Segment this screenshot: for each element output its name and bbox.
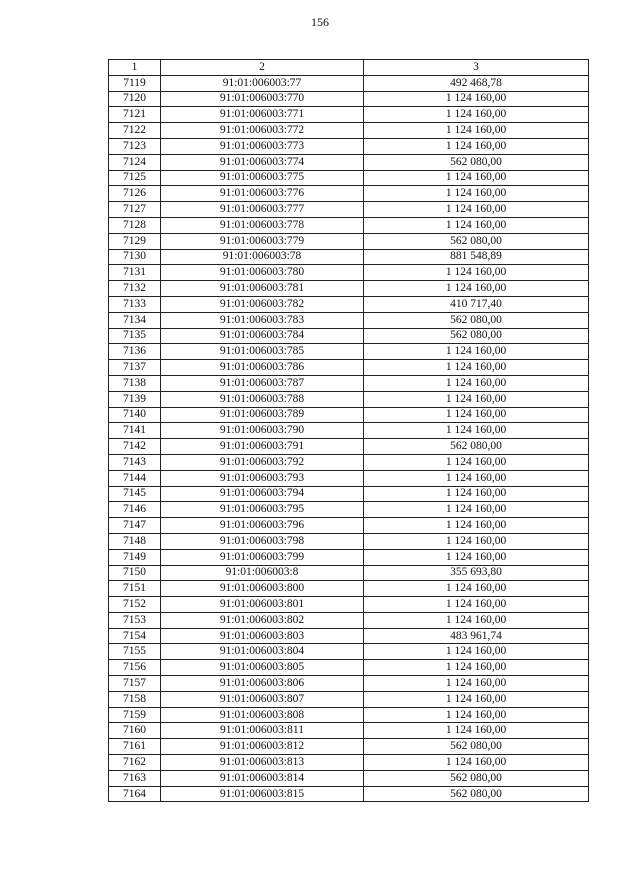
cadastral-number-cell: 91:01:006003:773 xyxy=(161,138,364,154)
row-number-cell: 7157 xyxy=(109,676,161,692)
table-row xyxy=(109,597,589,613)
cadastral-number-cell: 91:01:006003:777 xyxy=(161,202,364,218)
table-row xyxy=(109,439,589,455)
row-number-cell: 7163 xyxy=(109,770,161,786)
cadastral-value-cell: 1 124 160,00 xyxy=(364,123,589,139)
row-number-cell: 7135 xyxy=(109,328,161,344)
row-number-cell: 7148 xyxy=(109,533,161,549)
row-number-cell: 7127 xyxy=(109,202,161,218)
row-number-cell: 7152 xyxy=(109,597,161,613)
cadastral-value-cell: 1 124 160,00 xyxy=(364,470,589,486)
row-number-cell: 7122 xyxy=(109,123,161,139)
table-row xyxy=(109,281,589,297)
column-header-value: 3 xyxy=(364,60,589,76)
table-row xyxy=(109,502,589,518)
cadastral-value-cell: 1 124 160,00 xyxy=(364,486,589,502)
table-row xyxy=(109,470,589,486)
row-number-cell: 7130 xyxy=(109,249,161,265)
cadastral-value-cell: 881 548,89 xyxy=(364,249,589,265)
cadastral-value-cell: 1 124 160,00 xyxy=(364,407,589,423)
cadastral-value-cell: 1 124 160,00 xyxy=(364,91,589,107)
table-row xyxy=(109,296,589,312)
row-number-cell: 7140 xyxy=(109,407,161,423)
cadastral-value-cell: 1 124 160,00 xyxy=(364,755,589,771)
cadastral-value-cell: 1 124 160,00 xyxy=(364,265,589,281)
table-row xyxy=(109,107,589,123)
row-number-cell: 7137 xyxy=(109,360,161,376)
cadastral-number-cell: 91:01:006003:804 xyxy=(161,644,364,660)
cadastral-number-cell: 91:01:006003:779 xyxy=(161,233,364,249)
table-body xyxy=(109,75,589,802)
cadastral-number-cell: 91:01:006003:796 xyxy=(161,518,364,534)
table-row xyxy=(109,612,589,628)
cadastral-number-cell: 91:01:006003:813 xyxy=(161,755,364,771)
row-number-cell: 7154 xyxy=(109,628,161,644)
cadastral-value-cell: 1 124 160,00 xyxy=(364,723,589,739)
cadastral-number-cell: 91:01:006003:772 xyxy=(161,123,364,139)
row-number-cell: 7160 xyxy=(109,723,161,739)
cadastral-value-cell: 562 080,00 xyxy=(364,439,589,455)
row-number-cell: 7131 xyxy=(109,265,161,281)
row-number-cell: 7141 xyxy=(109,423,161,439)
table-row xyxy=(109,423,589,439)
cadastral-number-cell: 91:01:006003:790 xyxy=(161,423,364,439)
cadastral-value-cell: 1 124 160,00 xyxy=(364,375,589,391)
table-row xyxy=(109,676,589,692)
cadastral-number-cell: 91:01:006003:789 xyxy=(161,407,364,423)
row-number-cell: 7136 xyxy=(109,344,161,360)
cadastral-number-cell: 91:01:006003:776 xyxy=(161,186,364,202)
cadastral-number-cell: 91:01:006003:806 xyxy=(161,676,364,692)
row-number-cell: 7121 xyxy=(109,107,161,123)
cadastral-number-cell: 91:01:006003:800 xyxy=(161,581,364,597)
cadastral-number-cell: 91:01:006003:799 xyxy=(161,549,364,565)
row-number-cell: 7128 xyxy=(109,217,161,233)
table-row xyxy=(109,391,589,407)
row-number-cell: 7143 xyxy=(109,454,161,470)
row-number-cell: 7142 xyxy=(109,439,161,455)
column-header-cadastral-number: 2 xyxy=(161,60,364,76)
cadastral-value-table xyxy=(108,59,589,802)
table-row xyxy=(109,707,589,723)
row-number-cell: 7145 xyxy=(109,486,161,502)
cadastral-value-cell: 1 124 160,00 xyxy=(364,423,589,439)
table-row xyxy=(109,265,589,281)
cadastral-number-cell: 91:01:006003:814 xyxy=(161,770,364,786)
table-row xyxy=(109,249,589,265)
header-row xyxy=(109,60,589,76)
cadastral-number-cell: 91:01:006003:784 xyxy=(161,328,364,344)
table-row xyxy=(109,154,589,170)
cadastral-value-cell: 562 080,00 xyxy=(364,328,589,344)
cadastral-value-cell: 1 124 160,00 xyxy=(364,344,589,360)
cadastral-value-cell: 355 693,80 xyxy=(364,565,589,581)
cadastral-number-cell: 91:01:006003:801 xyxy=(161,597,364,613)
cadastral-value-cell: 1 124 160,00 xyxy=(364,644,589,660)
cadastral-value-cell: 1 124 160,00 xyxy=(364,707,589,723)
column-header-number: 1 xyxy=(109,60,161,76)
table-row xyxy=(109,217,589,233)
cadastral-number-cell: 91:01:006003:774 xyxy=(161,154,364,170)
cadastral-value-cell: 562 080,00 xyxy=(364,154,589,170)
row-number-cell: 7158 xyxy=(109,691,161,707)
cadastral-number-cell: 91:01:006003:798 xyxy=(161,533,364,549)
row-number-cell: 7125 xyxy=(109,170,161,186)
cadastral-number-cell: 91:01:006003:785 xyxy=(161,344,364,360)
cadastral-value-cell: 1 124 160,00 xyxy=(364,502,589,518)
cadastral-value-cell: 1 124 160,00 xyxy=(364,138,589,154)
row-number-cell: 7162 xyxy=(109,755,161,771)
row-number-cell: 7134 xyxy=(109,312,161,328)
row-number-cell: 7126 xyxy=(109,186,161,202)
cadastral-number-cell: 91:01:006003:805 xyxy=(161,660,364,676)
cadastral-value-cell: 562 080,00 xyxy=(364,739,589,755)
cadastral-value-cell: 1 124 160,00 xyxy=(364,454,589,470)
cadastral-value-cell: 1 124 160,00 xyxy=(364,217,589,233)
cadastral-number-cell: 91:01:006003:78 xyxy=(161,249,364,265)
table-row xyxy=(109,454,589,470)
row-number-cell: 7133 xyxy=(109,296,161,312)
cadastral-value-cell: 1 124 160,00 xyxy=(364,391,589,407)
row-number-cell: 7161 xyxy=(109,739,161,755)
table-row xyxy=(109,360,589,376)
cadastral-value-cell: 410 717,40 xyxy=(364,296,589,312)
cadastral-number-cell: 91:01:006003:808 xyxy=(161,707,364,723)
row-number-cell: 7147 xyxy=(109,518,161,534)
cadastral-value-cell: 562 080,00 xyxy=(364,312,589,328)
cadastral-number-cell: 91:01:006003:815 xyxy=(161,786,364,802)
table-row xyxy=(109,233,589,249)
row-number-cell: 7156 xyxy=(109,660,161,676)
table-row xyxy=(109,75,589,91)
cadastral-value-cell: 492 468,78 xyxy=(364,75,589,91)
cadastral-value-cell: 1 124 160,00 xyxy=(364,202,589,218)
cadastral-number-cell: 91:01:006003:77 xyxy=(161,75,364,91)
cadastral-number-cell: 91:01:006003:803 xyxy=(161,628,364,644)
table-row xyxy=(109,533,589,549)
row-number-cell: 7119 xyxy=(109,75,161,91)
table-row xyxy=(109,486,589,502)
row-number-cell: 7155 xyxy=(109,644,161,660)
row-number-cell: 7144 xyxy=(109,470,161,486)
table-row xyxy=(109,786,589,802)
cadastral-number-cell: 91:01:006003:778 xyxy=(161,217,364,233)
cadastral-number-cell: 91:01:006003:775 xyxy=(161,170,364,186)
cadastral-number-cell: 91:01:006003:788 xyxy=(161,391,364,407)
row-number-cell: 7124 xyxy=(109,154,161,170)
cadastral-value-cell: 1 124 160,00 xyxy=(364,186,589,202)
cadastral-value-cell: 1 124 160,00 xyxy=(364,691,589,707)
row-number-cell: 7132 xyxy=(109,281,161,297)
table-row xyxy=(109,549,589,565)
row-number-cell: 7149 xyxy=(109,549,161,565)
row-number-cell: 7164 xyxy=(109,786,161,802)
cadastral-value-cell: 1 124 160,00 xyxy=(364,581,589,597)
table-row xyxy=(109,644,589,660)
cadastral-number-cell: 91:01:006003:8 xyxy=(161,565,364,581)
page-number: 156 xyxy=(311,15,329,29)
table-row xyxy=(109,170,589,186)
table-row xyxy=(109,123,589,139)
cadastral-number-cell: 91:01:006003:781 xyxy=(161,281,364,297)
cadastral-number-cell: 91:01:006003:812 xyxy=(161,739,364,755)
table-row xyxy=(109,328,589,344)
cadastral-value-cell: 1 124 160,00 xyxy=(364,612,589,628)
cadastral-number-cell: 91:01:006003:783 xyxy=(161,312,364,328)
table-row xyxy=(109,138,589,154)
table-row xyxy=(109,91,589,107)
row-number-cell: 7120 xyxy=(109,91,161,107)
table-row xyxy=(109,770,589,786)
row-number-cell: 7146 xyxy=(109,502,161,518)
cadastral-number-cell: 91:01:006003:807 xyxy=(161,691,364,707)
cadastral-value-cell: 1 124 160,00 xyxy=(364,360,589,376)
cadastral-number-cell: 91:01:006003:791 xyxy=(161,439,364,455)
table-row xyxy=(109,755,589,771)
cadastral-number-cell: 91:01:006003:793 xyxy=(161,470,364,486)
table-row xyxy=(109,628,589,644)
row-number-cell: 7153 xyxy=(109,612,161,628)
row-number-cell: 7139 xyxy=(109,391,161,407)
cadastral-number-cell: 91:01:006003:782 xyxy=(161,296,364,312)
table-row xyxy=(109,739,589,755)
row-number-cell: 7138 xyxy=(109,375,161,391)
cadastral-value-cell: 483 961,74 xyxy=(364,628,589,644)
table-row xyxy=(109,691,589,707)
row-number-cell: 7159 xyxy=(109,707,161,723)
cadastral-number-cell: 91:01:006003:792 xyxy=(161,454,364,470)
table-header xyxy=(109,60,589,76)
cadastral-value-cell: 1 124 160,00 xyxy=(364,660,589,676)
cadastral-value-cell: 562 080,00 xyxy=(364,233,589,249)
cadastral-value-cell: 562 080,00 xyxy=(364,770,589,786)
cadastral-value-cell: 1 124 160,00 xyxy=(364,549,589,565)
table-row xyxy=(109,312,589,328)
cadastral-value-cell: 1 124 160,00 xyxy=(364,676,589,692)
table-row xyxy=(109,518,589,534)
cadastral-number-cell: 91:01:006003:802 xyxy=(161,612,364,628)
cadastral-value-cell: 1 124 160,00 xyxy=(364,281,589,297)
table-row xyxy=(109,407,589,423)
cadastral-number-cell: 91:01:006003:780 xyxy=(161,265,364,281)
table-row xyxy=(109,565,589,581)
cadastral-number-cell: 91:01:006003:795 xyxy=(161,502,364,518)
cadastral-value-cell: 1 124 160,00 xyxy=(364,518,589,534)
table-row xyxy=(109,344,589,360)
cadastral-value-cell: 1 124 160,00 xyxy=(364,533,589,549)
table-row xyxy=(109,202,589,218)
cadastral-number-cell: 91:01:006003:794 xyxy=(161,486,364,502)
cadastral-value-cell: 1 124 160,00 xyxy=(364,170,589,186)
table-row xyxy=(109,723,589,739)
row-number-cell: 7151 xyxy=(109,581,161,597)
row-number-cell: 7123 xyxy=(109,138,161,154)
row-number-cell: 7150 xyxy=(109,565,161,581)
cadastral-number-cell: 91:01:006003:811 xyxy=(161,723,364,739)
cadastral-value-cell: 562 080,00 xyxy=(364,786,589,802)
table-row xyxy=(109,581,589,597)
cadastral-number-cell: 91:01:006003:787 xyxy=(161,375,364,391)
row-number-cell: 7129 xyxy=(109,233,161,249)
cadastral-number-cell: 91:01:006003:786 xyxy=(161,360,364,376)
table-row xyxy=(109,375,589,391)
cadastral-number-cell: 91:01:006003:771 xyxy=(161,107,364,123)
cadastral-number-cell: 91:01:006003:770 xyxy=(161,91,364,107)
table-row xyxy=(109,186,589,202)
cadastral-value-cell: 1 124 160,00 xyxy=(364,107,589,123)
cadastral-value-cell: 1 124 160,00 xyxy=(364,597,589,613)
table-row xyxy=(109,660,589,676)
